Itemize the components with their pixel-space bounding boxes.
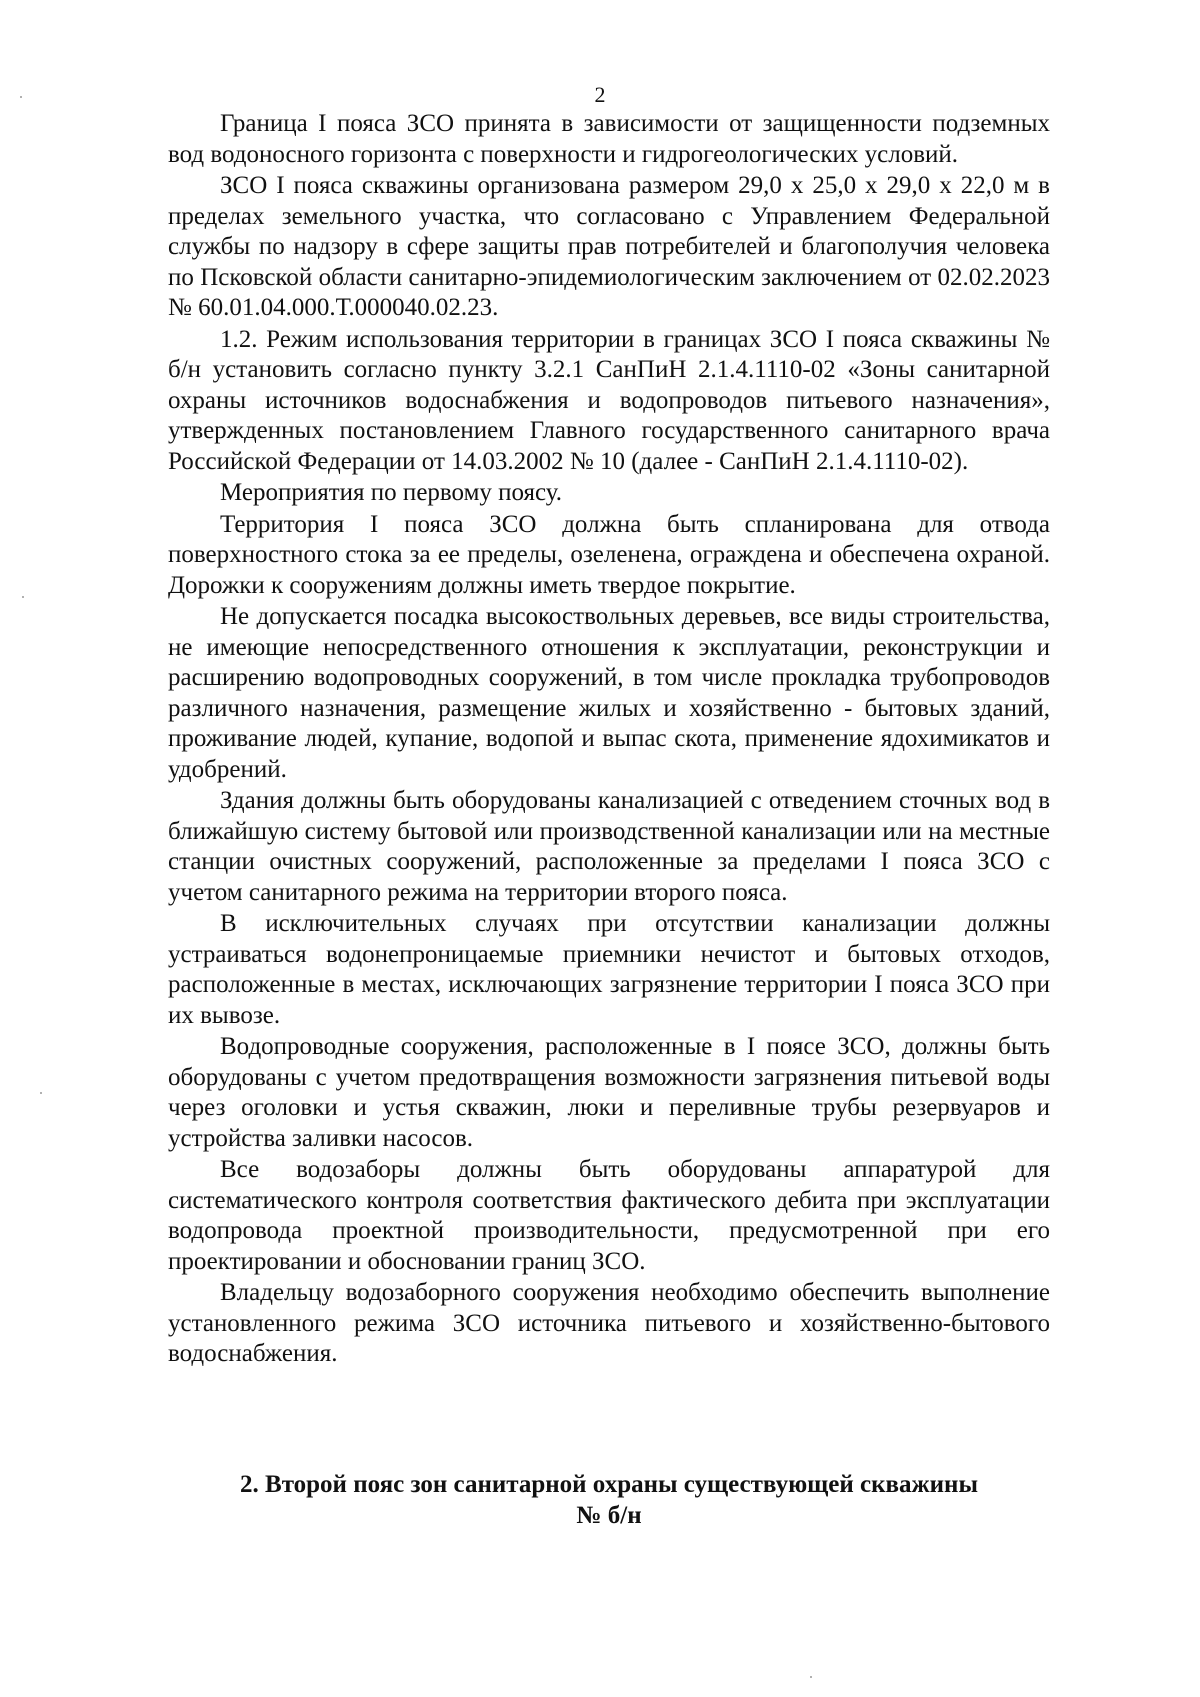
section-heading <box>168 1470 1050 1531</box>
paragraph-prohibitions: Не допускается посадка высокоствольных деревьев, все виды строительства, не имеющие непосредственного отношения к эксплуатации, реконструкции и расширению водопроводных сооружений, в том числе прокладка трубопроводов различного назначения, размещение жилых и хозяйственно - бытовых зданий, проживание людей, купание, водопой и выпас скота, применение ядохимикатов и удобрений. <box>168 603 1050 783</box>
section-heading-line2: № б/н <box>576 1501 642 1529</box>
paragraph-zone-size: ЗСО I пояса скважины организована размером 29,0 х 25,0 х 29,0 х 22,0 м в пределах земельного участка, что согласовано с Управлением Федеральной службы по надзору в сфере защиты прав потребителей и благополучия человека по Псковской области санитарно-эпидемиологическим заключением от 02.02.2023 № 60.01.04.000.Т.000040.02.23. <box>168 172 1050 321</box>
paragraph-owner-obligations: Владельцу водозаборного сооружения необходимо обеспечить выполнение установленного режима ЗСО источника питьевого и хозяйственно-бытового водоснабжения. <box>168 1279 1050 1367</box>
document-body <box>168 109 1050 1370</box>
scan-speck <box>20 96 22 98</box>
paragraph-territory-planning: Территория I пояса ЗСО должна быть спланирована для отвода поверхностного стока за ее пределы, озеленена, ограждена и обеспечена охраной. Дорожки к сооружениям должны иметь твердое покрытие. <box>168 510 1050 599</box>
page-number: 2 <box>594 82 606 107</box>
paragraph-water-facilities: Водопроводные сооружения, расположенные в I поясе ЗСО, должны быть оборудованы с учетом предотвращения возможности загрязнения питьевой воды через оголовки и устья скважин, люки и переливные трубы резервуаров и устройства заливки насосов. <box>168 1033 1050 1152</box>
paragraph-sewerage: Здания должны быть оборудованы канализацией с отведением сточных вод в ближайшую систему бытовой или производственной канализации или на местные станции очистных сооружений, расположенные за пределами I пояса ЗСО с учетом санитарного режима на территории второго пояса. <box>168 787 1050 906</box>
paragraph-first-belt-measures: Мероприятия по первому поясу. <box>220 479 563 506</box>
paragraph-exceptional-cases: В исключительных случаях при отсутствии канализации должны устраиваться водонепроницаемые приемники нечистот и бытовых отходов, расположенные в местах, исключающих загрязнение территории I пояса ЗСО при их вывозе. <box>168 910 1050 1029</box>
paragraph-territory-regime: 1.2. Режим использования территории в границах ЗСО I пояса скважины № б/н установить согласно пункту 3.2.1 СанПиН 2.1.4.1110-02 «Зоны санитарной охраны источников водоснабжения и водопроводов питьевого назначения», утвержденных постановлением Главного государственного санитарного врача Российской Федерации от 14.03.2002 № 10 (далее - СанПиН 2.1.4.1110-02). <box>168 325 1050 475</box>
scan-speck <box>22 596 24 598</box>
scan-speck <box>810 1676 812 1678</box>
paragraph-zone-boundary: Граница I пояса ЗСО принята в зависимости от защищенности подземных вод водоносного горизонта с поверхности и гидрогеологических условий. <box>168 110 1050 168</box>
section-heading-line1: 2. Второй пояс зон санитарной охраны существующей скважины <box>240 1471 978 1498</box>
paragraph-water-intake-equipment: Все водозаборы должны быть оборудованы аппаратурой для систематического контроля соответствия фактического дебита при эксплуатации водопровода проектной производительности, предусмотренной при его проектировании и обосновании границ ЗСО. <box>168 1156 1050 1275</box>
scan-speck <box>40 1092 42 1094</box>
